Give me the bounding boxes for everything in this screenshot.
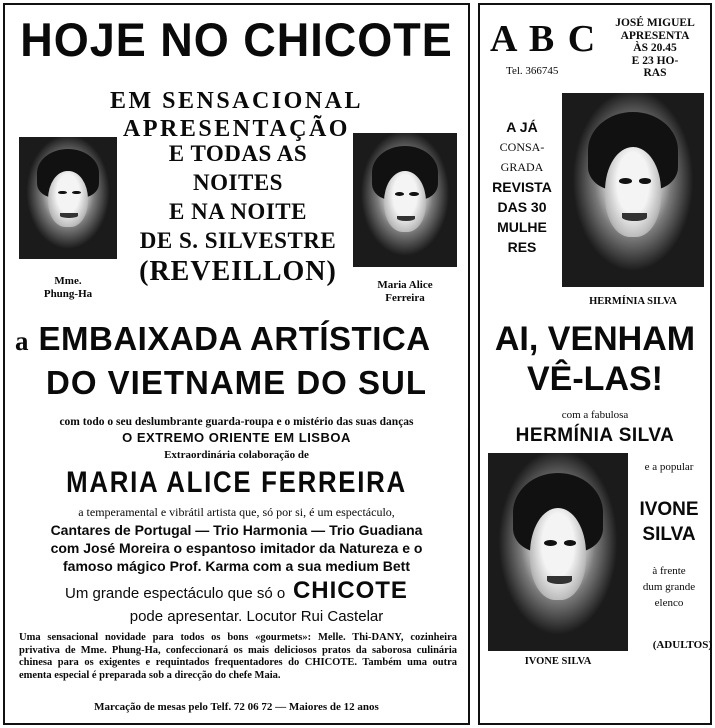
headline-line2: DO VIETNAME DO SUL [45, 364, 428, 401]
magic-line: famoso mágico Prof. Karma com a sua medium Bett [63, 558, 410, 574]
and-popular: e a popular [644, 461, 694, 473]
artist-line: a temperamental e vibrátil artista que, só por si, é um espectáculo, [78, 505, 395, 519]
presenter-text: JOSÉ MIGUEL APRESENTA ÀS 20.45 E 23 HO- RAS [615, 17, 695, 79]
front-cast: à frente dum grande elenco [642, 565, 696, 609]
chicote-advertisement [3, 3, 470, 725]
photo-maria-alice-ferreira [353, 133, 457, 267]
schedule-text: E TODAS AS NOITES E NA NOITE DE S. SILVESTRE (REVEILLON) [139, 141, 337, 287]
photo-ivone-silva [488, 453, 628, 651]
star-name: MARIA ALICE FERREIRA [66, 466, 407, 499]
wardrobe-line: com todo o seu deslumbrante guarda-roupa e o mistério das suas danças [59, 416, 414, 428]
gourmet-paragraph: Uma sensacional novidade para todos os bons «gourmets»: Melle. Thi-DANY, cozinheira privativa de Mme. Phung-Ha, confeccionará os mais deliciosos pratos da saborosa culinária chinesa para os exigentes e requintados frequentadores do CHICOTE. Também uma outra ementa especial é preparada sob a direcção do chefe Maia. [19, 632, 457, 681]
photo-phung-ha [19, 137, 117, 259]
caption-ivone-silva: IVONE SILVA [524, 656, 592, 667]
caption-phung-ha: Mme. Phung-Ha [43, 275, 93, 300]
caption-herminia-silva: HERMÍNIA SILVA [589, 296, 677, 307]
collab-line: Extraordinária colaboração de [164, 449, 309, 461]
star-herminia: HERMÍNIA SILVA [515, 425, 675, 446]
show-title: AI, VENHAM VÊ-LAS! [494, 320, 696, 398]
adults-notice: (ADULTOS) [652, 639, 712, 651]
abc-advertisement [478, 3, 712, 725]
abc-logo: A B C [490, 18, 598, 60]
orient-line: O EXTREMO ORIENTE EM LISBOA [122, 430, 351, 445]
caption-maria-alice: Maria Alice Ferreira [377, 279, 433, 304]
with-text: com a fabulosa [561, 409, 629, 421]
locutor-line: pode apresentar. Locutor Rui Castelar [129, 608, 384, 625]
reservation-footer: Marcação de mesas pelo Telf. 72 06 72 — Maiores de 12 anos [94, 701, 379, 713]
ad-title: HOJE NO CHICOTE [20, 12, 453, 67]
acts-line: Cantares de Portugal — Trio Harmonia — Trio Guadiana [50, 522, 423, 538]
star-ivone: IVONE SILVA [639, 499, 699, 545]
revue-promo: A JÁ CONSA- GRADA REVISTA DAS 30 MULHE RES [492, 119, 552, 255]
headline-line1: a EMBAIXADA ARTÍSTICA [15, 320, 431, 357]
abc-telephone: Tel. 366745 [506, 65, 559, 77]
moreira-line: com José Moreira o espantoso imitador da Natureza e o [50, 540, 423, 556]
show-line: Um grande espectáculo que só o CHICOTE [65, 577, 408, 604]
ad-subtitle: EM SENSACIONAL APRESENTAÇÃO [109, 88, 364, 142]
photo-herminia-silva [562, 93, 704, 287]
